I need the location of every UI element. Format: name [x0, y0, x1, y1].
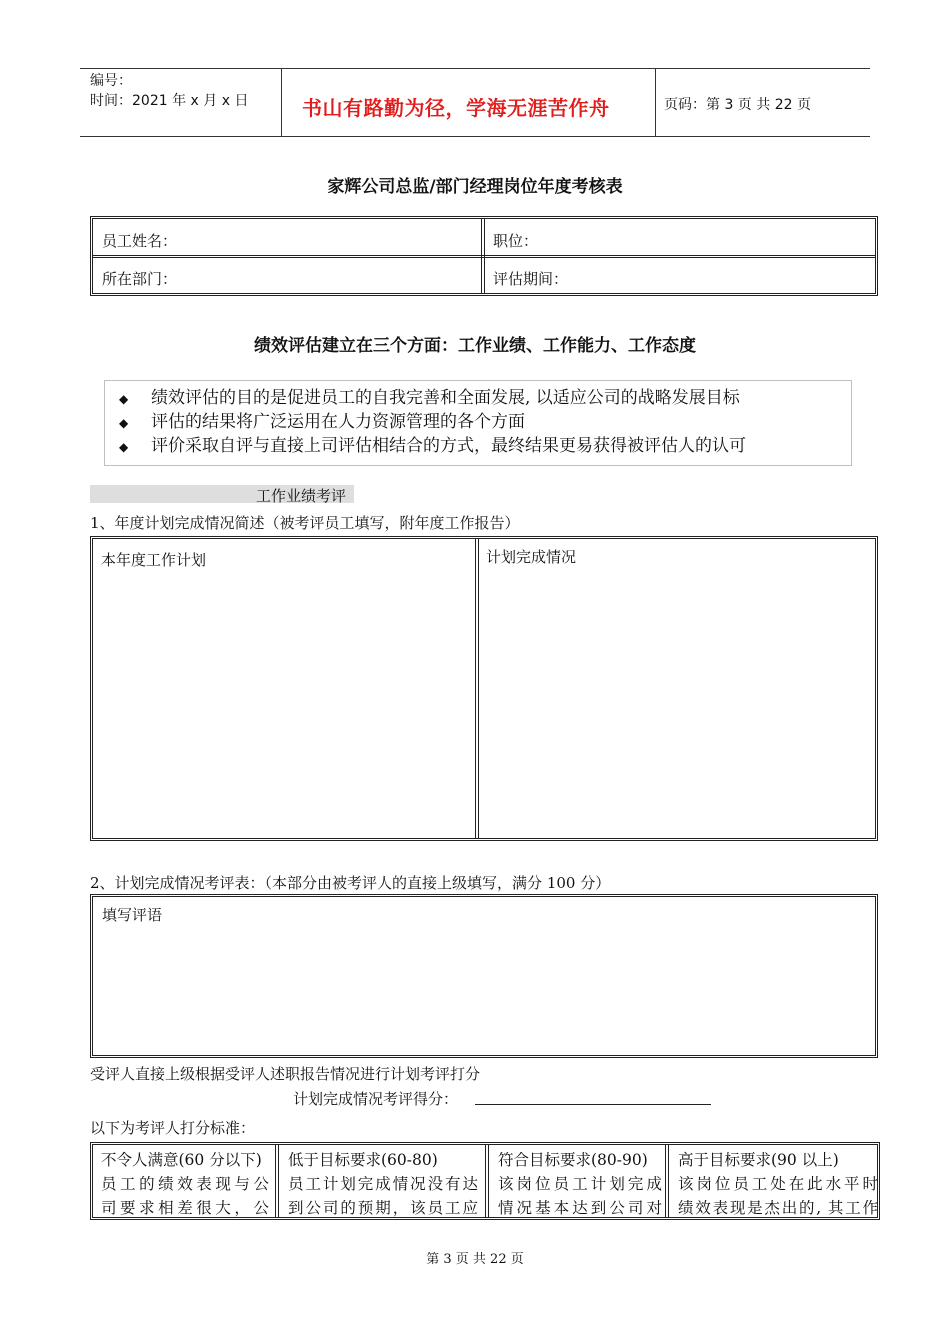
list-item: ◆ 评价采取自评与直接上司评估相结合的方式，最终结果更易获得被评估人的认可 — [119, 436, 746, 456]
page-footer: 第 3 页 共 22 页 — [426, 1252, 524, 1267]
department-field[interactable]: 所在部门： — [102, 270, 178, 288]
table-column: 低于目标要求(60-80) 员工计划完成情况没有达 到公司的预期，该员工应 — [288, 1151, 478, 1217]
table-column: 不令人满意(60 分以下) 员工的绩效表现与公 司要求相差很大，公 — [101, 1151, 269, 1217]
number-label: 编号： — [90, 73, 132, 89]
diamond-bullet-icon: ◆ — [119, 392, 129, 406]
page-info: 页码：第 3 页 共 22 页 — [664, 97, 811, 113]
employee-name-field[interactable]: 员工姓名： — [102, 232, 178, 250]
date-label: 时间：2021 年 x 月 x 日 — [90, 93, 249, 109]
employee-info-table — [90, 216, 878, 296]
score-blank-line[interactable] — [475, 1104, 711, 1105]
annual-plan-header: 本年度工作计划 — [101, 551, 207, 569]
page-title: 家辉公司总监/部门经理岗位年度考核表 — [327, 177, 623, 197]
section-subtitle: 绩效评估建立在三个方面：工作业绩、工作能力、工作态度 — [254, 336, 696, 356]
q1-label: 1、年度计划完成情况简述（被考评员工填写，附年度工作报告） — [90, 514, 520, 532]
diamond-bullet-icon: ◆ — [119, 440, 129, 454]
table-column: 高于目标要求(90 以上) 该岗位员工处在此水平时 绩效表现是杰出的, 其工作 — [678, 1151, 878, 1217]
scoring-note: 受评人直接上级根据受评人述职报告情况进行计划考评打分 — [90, 1065, 481, 1083]
period-field[interactable]: 评估期间： — [493, 270, 569, 288]
standard-label: 以下为考评人打分标准： — [90, 1119, 256, 1137]
list-item: ◆ 绩效评估的目的是促进员工的自我完善和全面发展, 以适应公司的战略发展目标 — [119, 388, 740, 408]
table-column: 符合目标要求(80-90) 该岗位员工计划完成 情况基本达到公司对 — [498, 1151, 662, 1217]
comment-box[interactable] — [90, 894, 878, 1058]
bullet-list — [104, 380, 852, 466]
q2-label: 2、计划完成情况考评表：（本部分由被考评人的直接上级填写，满分 100 分） — [90, 874, 611, 892]
comment-header: 填写评语 — [102, 906, 163, 924]
section-bar-label: 工作业绩考评 — [256, 487, 347, 505]
scoring-standards-table — [90, 1142, 880, 1220]
motto: 书山有路勤为径，学海无涯苦作舟 — [302, 96, 610, 120]
plan-completion-header: 计划完成情况 — [486, 548, 577, 566]
score-label: 计划完成情况考评得分： — [293, 1090, 459, 1108]
position-field[interactable]: 职位： — [493, 232, 539, 250]
diamond-bullet-icon: ◆ — [119, 416, 129, 430]
annual-plan-table — [90, 536, 878, 841]
list-item: ◆ 评估的结果将广泛运用在人力资源管理的各个方面 — [119, 412, 525, 432]
